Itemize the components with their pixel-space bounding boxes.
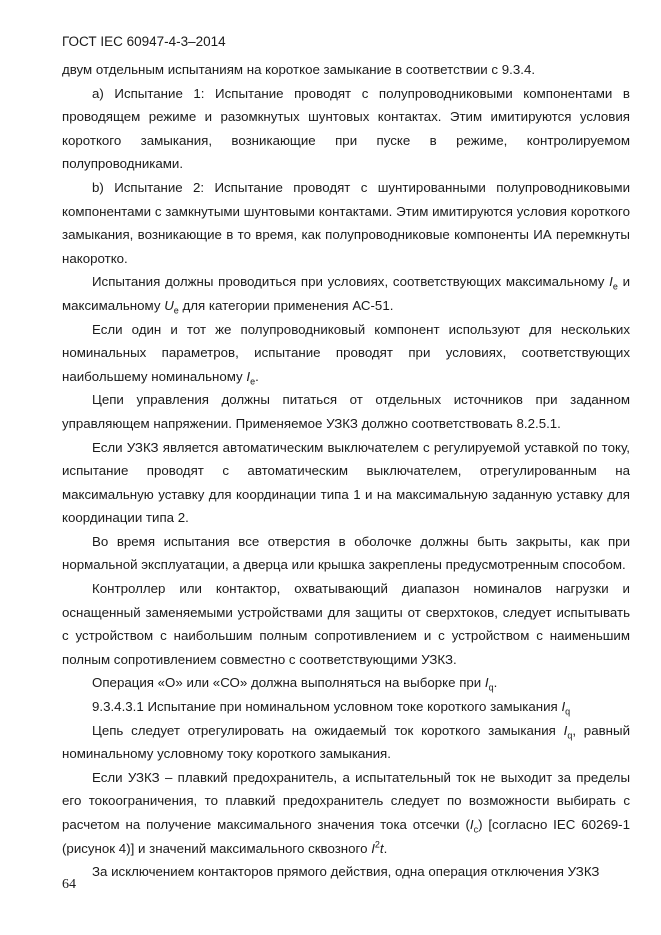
- paragraph: [62, 719, 630, 766]
- paragraph: [62, 766, 630, 860]
- paragraph: За исключением контакторов прямого действия, одна операция отключения УЗКЗ: [92, 864, 600, 880]
- subscript: q: [565, 706, 571, 717]
- text-run: Цепь следует отрегулировать на ожидаемый ток короткого замыкания: [92, 722, 564, 738]
- paragraph: b) Испытание 2: Испытание проводят с шунтированными полупроводниковыми компонентами с замкнутыми шунтовыми контактами. Этим имитируются условия короткого замыкания, возникающие в то время, как полупроводниковые компоненты ИА перемкнуты накоротко.: [62, 179, 630, 266]
- subscript: q: [488, 683, 494, 694]
- text-run: и максимальному: [62, 274, 631, 313]
- paragraph: двум отдельным испытаниям на короткое замыкание в соответствии с 9.3.4.: [62, 62, 536, 77]
- text-run: ) [согласно IEC 60269-1 (рисунок 4)] и значений максимального сквозного: [62, 817, 630, 856]
- subscript: e: [250, 376, 256, 387]
- symbol: I: [469, 817, 474, 832]
- paragraph: Во время испытания все отверстия в оболочке должны быть закрыты, как при нормальной эксплуатации, а дверца или крышка закреплены предусмотренным способом.: [62, 533, 630, 573]
- text-run: .: [493, 675, 498, 691]
- paragraph: a) Испытание 1: Испытание проводят с полупроводниковыми компонентами в проводящем режиме и разомкнутых шунтовых контактах. Этим имитируются условия короткого замыкания, возникающие при пуске в режиме, контролируемом полупроводниками.: [62, 85, 630, 172]
- page-number: 64: [62, 877, 76, 892]
- paragraph: [62, 270, 630, 317]
- subscript: e: [612, 282, 618, 292]
- paragraph: [62, 318, 630, 389]
- text-run: Если УЗКЗ – плавкий предохранитель, а испытательный ток не выходит за пределы его токоограничения, то плавкий предохранитель следует по возможности выбирать с расчетом на получение максимального значения тока отсечки (: [62, 769, 630, 832]
- section-heading: [62, 695, 630, 719]
- symbol: I: [561, 699, 566, 715]
- superscript: 2: [374, 839, 380, 850]
- paragraph: [62, 671, 630, 695]
- text-run: 9.3.4.3.1 Испытание при номинальном условном токе короткого замыкания: [92, 699, 562, 715]
- symbol: U: [164, 297, 174, 313]
- paragraph: Контроллер или контактор, охватывающий диапазон номиналов нагрузки и оснащенный заменяемыми устройствами для защиты от сверхтоков, следует испытывать с устройством с наибольшим полным сопротивлением и с устройством с наименьшим полным сопротивлением совместно с соответствующими УЗКЗ.: [62, 581, 630, 667]
- text-run: Операция «О» или «СО» должна выполняться на выборке при: [92, 675, 485, 691]
- subscript: q: [567, 730, 573, 741]
- symbol: I: [609, 274, 613, 290]
- text-run: Испытания должны проводиться при условиях, соответствующих максимальному: [92, 274, 610, 290]
- symbol: I: [246, 368, 251, 384]
- symbol: I: [563, 722, 568, 738]
- symbol: t: [379, 840, 384, 856]
- symbol: I: [484, 675, 489, 691]
- text-run: Если один и тот же полупроводниковый компонент используют для нескольких номинальных параметров, испытание проводят при условиях, соответствующих наибольшему номинальному: [62, 321, 630, 384]
- subscript: e: [173, 305, 179, 316]
- paragraph: Цепи управления должны питаться от отдельных источников при заданном управляющем напряжении. Применяемое УЗКЗ должно соответствовать 8.2.5.1.: [62, 392, 630, 431]
- text-run: .: [255, 368, 259, 384]
- text-run: .: [383, 840, 388, 856]
- page-body: [62, 58, 630, 884]
- text-run: для категории применения АС-51.: [178, 297, 394, 313]
- symbol: I: [371, 840, 375, 856]
- document-header: ГОСТ IEC 60947-4-3–2014: [62, 34, 226, 49]
- text-run: , равный номинальному условному току короткого замыкания.: [62, 722, 630, 762]
- paragraph: Если УЗКЗ является автоматическим выключателем с регулируемой уставкой по току, испытание проводят с автоматическим выключателем, отрегулированным на максимальную уставку для координации типа 1 и на максимальную заданную уставку для координации типа 2.: [62, 439, 630, 526]
- subscript: c: [473, 824, 479, 835]
